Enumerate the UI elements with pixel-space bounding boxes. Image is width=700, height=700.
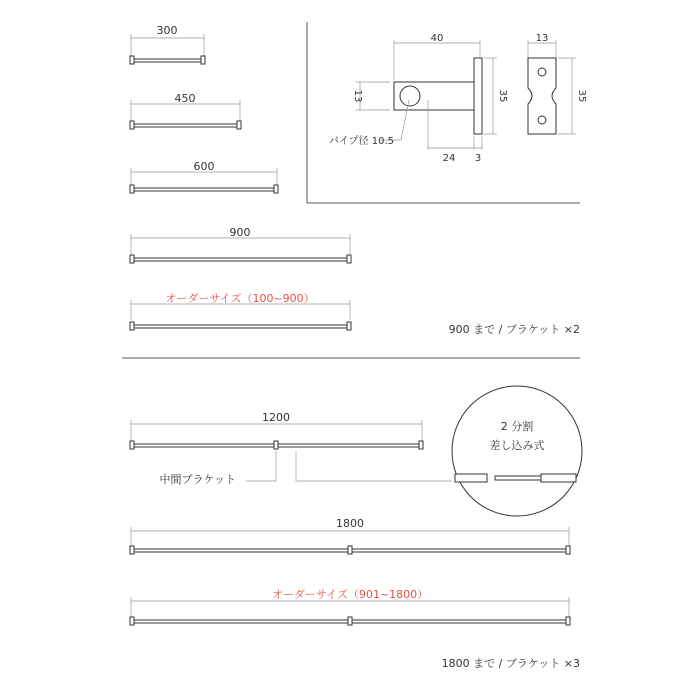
pipe-segment xyxy=(541,474,576,482)
order-size-label: オーダーサイズ（100~900） xyxy=(165,292,315,305)
bracket-detail xyxy=(307,22,587,203)
end-bracket xyxy=(130,185,134,193)
end-bracket xyxy=(347,255,351,263)
split-note-line2: 差し込み式 xyxy=(489,439,545,452)
rod-1200 xyxy=(130,411,452,486)
wall-plate xyxy=(474,58,482,134)
end-bracket xyxy=(419,441,423,449)
end-bracket xyxy=(130,617,134,625)
rod-order-size-top xyxy=(130,292,351,330)
rod-900 xyxy=(130,226,351,263)
end-bracket xyxy=(130,121,134,129)
end-bracket xyxy=(237,121,241,129)
pipe-section xyxy=(400,86,420,106)
split-detail xyxy=(452,386,582,516)
plate-height-label: 35 xyxy=(497,89,508,103)
end-bracket xyxy=(130,322,134,330)
middle-bracket-label: 中間ブラケット xyxy=(159,473,236,486)
bracket-height-label: 13 xyxy=(352,89,363,103)
end-bracket xyxy=(274,185,278,193)
pipe-segment xyxy=(455,474,487,482)
end-bracket xyxy=(566,617,570,625)
end-bracket xyxy=(130,56,134,64)
end-bracket xyxy=(130,255,134,263)
screw-hole-icon xyxy=(538,116,546,124)
rod-pipe xyxy=(132,124,239,127)
rod-length-label: 900 xyxy=(229,226,251,239)
insert-joint xyxy=(495,476,541,480)
rod-length-label: 450 xyxy=(174,92,196,105)
rod-pipe xyxy=(132,258,349,261)
bracket-depth-label: 24 xyxy=(442,153,456,164)
summary-bottom: 1800 まで / ブラケット ×3 xyxy=(441,657,580,670)
screw-hole-icon xyxy=(538,68,546,76)
leader-line xyxy=(246,451,276,481)
end-bracket xyxy=(130,546,134,554)
end-bracket xyxy=(201,56,205,64)
leader-line xyxy=(296,451,452,481)
rod-300 xyxy=(130,24,205,64)
rod-600 xyxy=(130,160,278,193)
rod-1800 xyxy=(130,517,570,554)
middle-bracket xyxy=(348,546,352,554)
rod-length-label: 1200 xyxy=(262,411,290,424)
pipe-diameter-label: パイプ径 10.5 xyxy=(328,136,394,147)
rod-length-label: 600 xyxy=(193,160,215,173)
end-bracket xyxy=(566,546,570,554)
middle-bracket xyxy=(348,617,352,625)
rod-pipe xyxy=(132,325,349,328)
order-size-label: オーダーサイズ（901~1800） xyxy=(271,588,429,601)
rod-pipe xyxy=(132,59,203,62)
summary-top: 900 まで / ブラケット ×2 xyxy=(448,323,580,336)
middle-bracket xyxy=(274,441,278,449)
end-bracket xyxy=(347,322,351,330)
rod-pipe xyxy=(132,188,276,191)
split-note-line1: 2 分割 xyxy=(500,420,534,433)
bracket-width-label: 40 xyxy=(430,33,444,44)
end-bracket xyxy=(130,441,134,449)
rod-order-size-bottom xyxy=(130,588,570,625)
rod-length-label: 1800 xyxy=(336,517,364,530)
side-width-label: 13 xyxy=(535,33,549,44)
rod-length-label: 300 xyxy=(156,24,178,37)
side-height-label: 35 xyxy=(576,89,587,103)
plate-thickness-label: 3 xyxy=(474,153,482,164)
rod-450 xyxy=(130,92,241,129)
